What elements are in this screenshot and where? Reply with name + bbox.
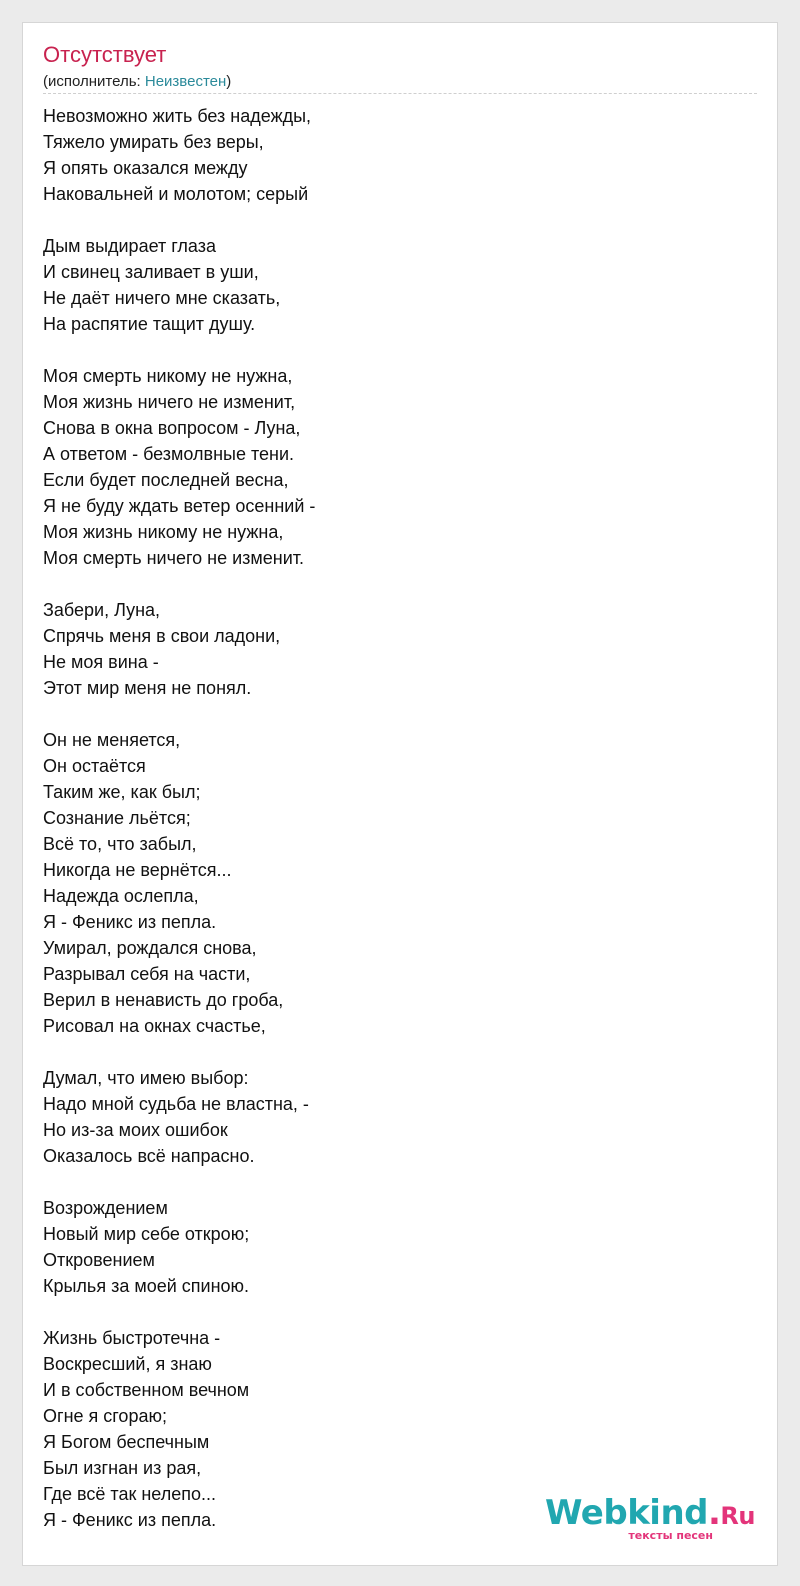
lyrics-stanza [43,103,743,207]
artist-prefix: (исполнитель: [43,73,145,90]
lyrics-line: Таким же, как был; [43,782,201,802]
lyrics-line: А ответом - безмолвные тени. [43,444,295,464]
lyrics-line: Я - Феникс из пепла. [43,1510,217,1530]
logo-tld: Ru [720,1502,755,1530]
artist-link[interactable]: Неизвестен [144,73,227,90]
logo-dot: . [708,1493,721,1533]
webkind-logo[interactable] [545,1493,755,1542]
lyrics-line: Я опять оказался между [43,158,248,178]
lyrics-line: Моя жизнь никому не нужна, [43,522,284,542]
lyrics-line: Сознание льётся; [43,808,191,828]
artist-suffix: ) [226,73,232,90]
lyrics-line: Всё то, что забыл, [43,834,197,854]
lyrics-line: Огне я сгораю; [43,1406,167,1426]
lyrics-line: Он не меняется, [43,730,181,750]
lyrics-line: Я Богом беспечным [43,1432,210,1452]
lyrics-line: Невозможно жить без надежды, [43,106,312,126]
logo-subtitle: тексты песен [628,1529,713,1542]
lyrics-line: Не даёт ничего мне сказать, [43,288,281,308]
lyrics-line: Моя жизнь ничего не изменит, [43,392,296,412]
lyrics-line: Надежда ослепла, [43,886,199,906]
lyrics-line: Возрождением [43,1198,168,1218]
lyrics-stanza [43,727,743,1039]
lyrics-stanza [43,1195,743,1299]
song-title: Отсутствует [43,42,167,67]
lyrics-line: Надо мной судьба не властна, - [43,1094,309,1114]
lyrics-text [43,103,743,1559]
lyrics-line: Воскресший, я знаю [43,1354,212,1374]
lyrics-line: Снова в окна вопросом - Луна, [43,418,301,438]
lyrics-line: Жизнь быстротечна - [43,1328,221,1348]
lyrics-line: Откровением [43,1250,155,1270]
lyrics-line: Где всё так нелепо... [43,1484,216,1504]
lyrics-line: Новый мир себе открою; [43,1224,250,1244]
divider [43,93,757,94]
lyrics-line: Крылья за моей спиною. [43,1276,250,1296]
lyrics-line: Я не буду ждать ветер осенний - [43,496,316,516]
logo-name: Webkind [545,1493,708,1533]
lyrics-line: Дым выдирает глаза [43,236,216,256]
lyrics-stanza [43,233,743,337]
lyrics-line: Он остаётся [43,756,146,776]
lyrics-stanza [43,1065,743,1169]
lyrics-line: Оказалось всё напрасно. [43,1146,255,1166]
lyrics-line: Умирал, рождался снова, [43,938,257,958]
lyrics-line: Моя смерть ничего не изменит. [43,548,305,568]
lyrics-line: Не моя вина - [43,652,159,672]
lyrics-line: Если будет последней весна, [43,470,289,490]
lyrics-line: Никогда не вернётся... [43,860,232,880]
lyrics-line: Моя смерть никому не нужна, [43,366,293,386]
lyrics-line: Рисовал на окнах счастье, [43,1016,266,1036]
lyrics-line: Наковальней и молотом; серый [43,184,309,204]
lyrics-line: Я - Феникс из пепла. [43,912,217,932]
lyrics-line: Этот мир меня не понял. [43,678,252,698]
lyrics-line: Думал, что имею выбор: [43,1068,249,1088]
lyrics-line: И в собственном вечном [43,1380,250,1400]
lyrics-line: Спрячь меня в свои ладони, [43,626,281,646]
lyrics-line: Разрывал себя на части, [43,964,251,984]
lyrics-line: Забери, Луна, [43,600,161,620]
lyrics-line: Верил в ненависть до гроба, [43,990,284,1010]
lyrics-line: Был изгнан из рая, [43,1458,202,1478]
lyrics-stanza [43,597,743,701]
lyrics-stanza [43,363,743,571]
lyrics-line: Тяжело умирать без веры, [43,132,264,152]
lyrics-line: И свинец заливает в уши, [43,262,259,282]
lyrics-line: На распятие тащит душу. [43,314,256,334]
lyrics-line: Но из-за моих ошибок [43,1120,228,1140]
artist-line [43,73,231,91]
lyrics-card [22,22,778,1566]
